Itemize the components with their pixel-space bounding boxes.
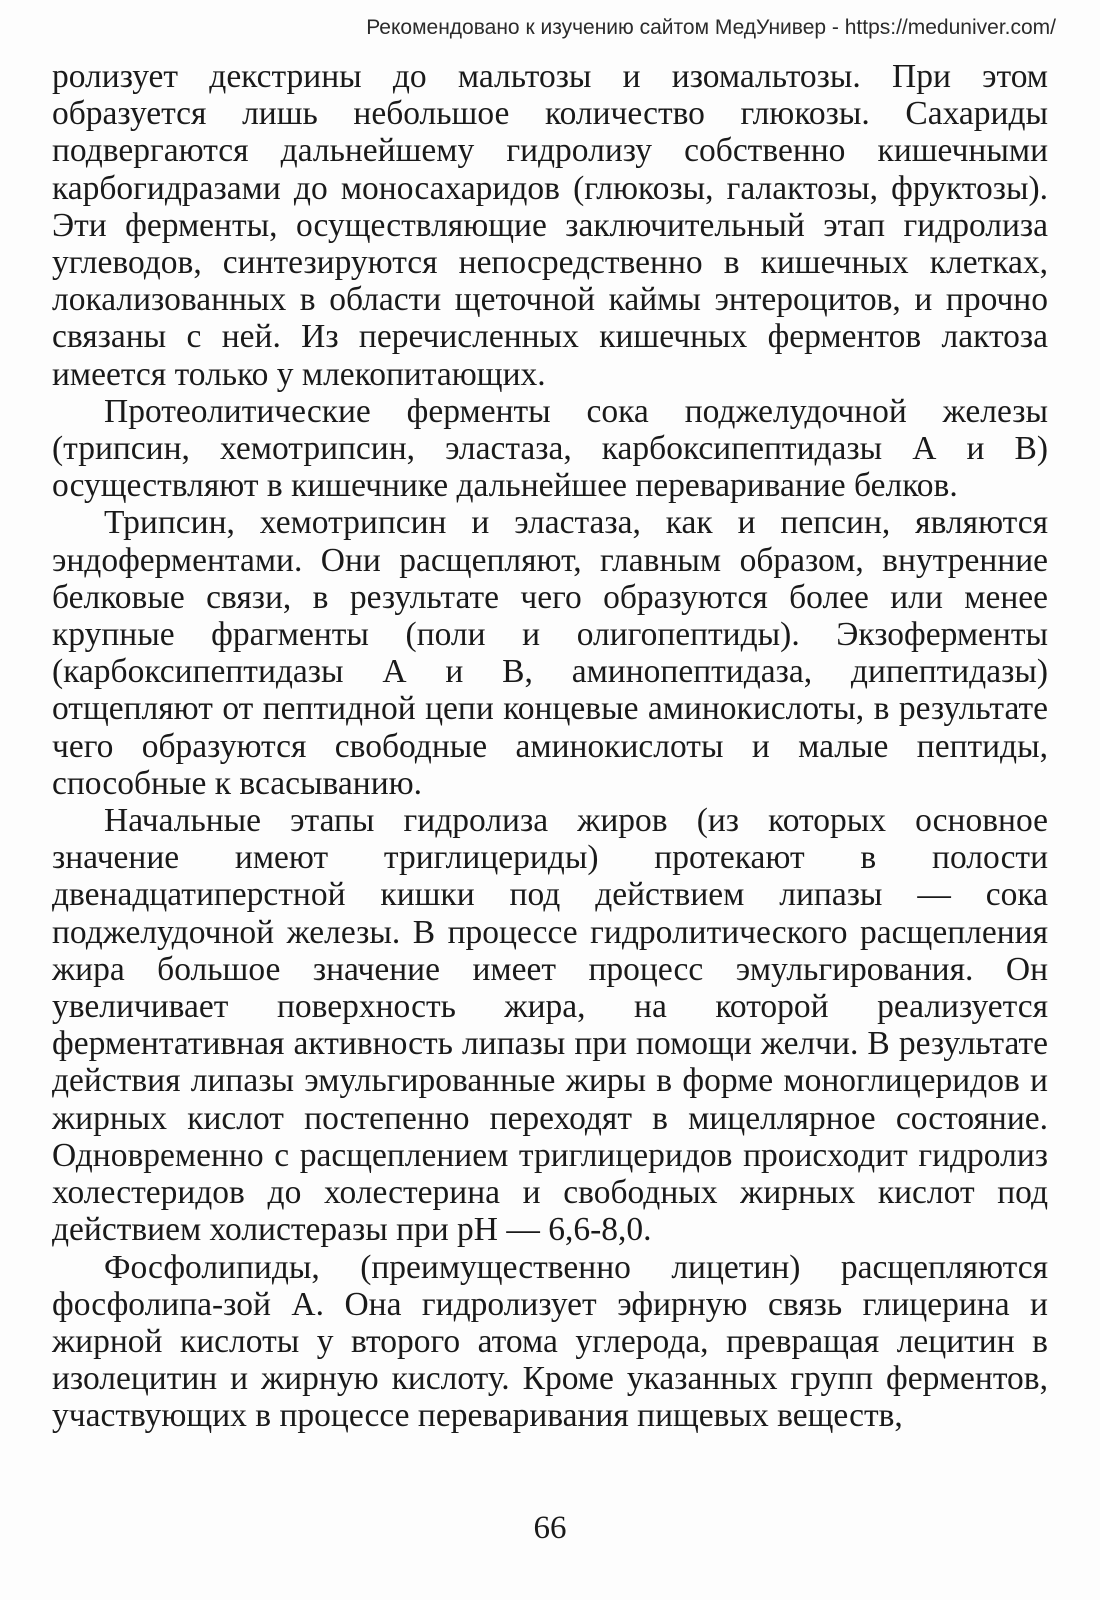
paragraph-fat-hydrolysis: Начальные этапы гидролиза жиров (из которых основное значение имеют триглицериды) протекают в полости двенадцатиперстной кишки под действием липазы — сока поджелудочной железы. В процессе гидролитического расщепления жира большое значение имеет процесс эмульгирования. Он увеличивает поверхность жира, на которой реализуется ферментативная активность липазы при помощи желчи. В результате действия липазы эмульгированные жиры в форме моноглицеридов и жирных кислот постепенно переходят в мицеллярное состояние. Одновременно с расщеплением триглицеридов происходит гидролиз холестеридов до холестерина и свободных жирных кислот под действием холистеразы при рН — 6,6-8,0.: [52, 802, 1048, 1249]
body-text: [52, 58, 1048, 1435]
site-recommendation-header: Рекомендовано к изучению сайтом МедУнивер - https://meduniver.com/: [366, 16, 1056, 39]
paragraph-endo-exo-enzymes: Трипсин, хемотрипсин и эластаза, как и пепсин, являются эндоферментами. Они расщепляют, главным образом, внутренние белковые связи, в результате чего образуются более или менее крупные фрагменты (поли и олигопептиды). Экзоферменты (карбоксипептидазы А и В, аминопептидаза, дипептидазы) отщепляют от пептидной цепи концевые аминокислоты, в результате чего образуются свободные аминокислоты и малые пептиды, способные к всасыванию.: [52, 504, 1048, 802]
page-number: 66: [533, 1510, 567, 1546]
paragraph-carbohydrate-hydrolysis: ролизует декстрины до мальтозы и изомальтозы. При этом образуется лишь небольшое количество глюкозы. Сахариды подвергаются дальнейшему гидролизу собственно кишечными карбогидразами до моносахаридов (глюкозы, галактозы, фруктозы). Эти ферменты, осуществляющие заключительный этап гидролиза углеводов, синтезируются непосредственно в кишечных клетках, локализованных в области щеточной каймы энтероцитов, и прочно связаны с ней. Из перечисленных кишечных ферментов лактоза имеется только у млекопитающих.: [52, 58, 1048, 393]
paragraph-proteolytic-enzymes: Протеолитические ферменты сока поджелудочной железы (трипсин, хемотрипсин, эластаза, карбоксипептидазы А и В) осуществляют в кишечнике дальнейшее переваривание белков.: [52, 392, 1048, 505]
paragraph-phospholipids: Фосфолипиды, (преимущественно лицетин) расщепляются фосфолипа-зой А. Она гидролизует эфирную связь глицерина и жирной кислоты у второго атома углерода, превращая лецитин в изолецитин и жирную кислоту. Кроме указанных групп ферментов, участвующих в процессе переваривания пищевых веществ,: [52, 1248, 1048, 1435]
